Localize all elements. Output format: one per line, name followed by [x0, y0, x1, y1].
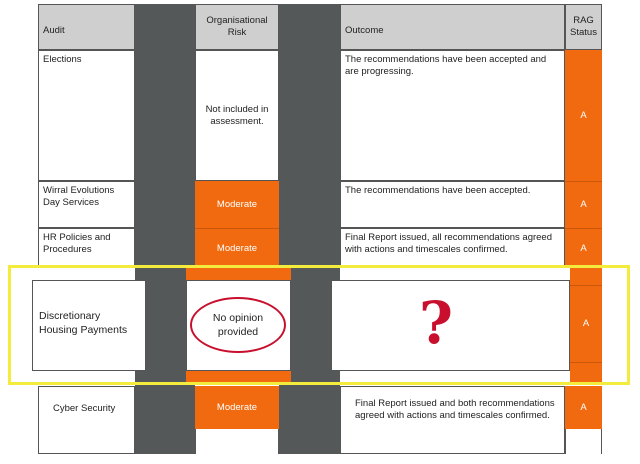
grey-column-1 — [135, 4, 195, 454]
row-dhp-rag: A — [570, 286, 602, 362]
header-organisational-risk: Organisational Risk — [195, 4, 279, 50]
row-cyber-audit: Cyber Security — [38, 386, 135, 454]
row-elections-audit: Elections — [38, 50, 135, 181]
header-outcome: Outcome — [340, 4, 565, 50]
row-cyber-risk: Moderate — [195, 386, 279, 429]
row-dhp-risk: No opinion provided — [212, 312, 264, 338]
inserted-orange-top — [186, 268, 291, 280]
row-wirral-rag: A — [565, 181, 602, 228]
inserted-grey-column-2 — [291, 268, 331, 384]
inserted-orange-bottom — [186, 370, 291, 384]
inserted-grey-column-1 — [146, 268, 186, 384]
grey-column-2 — [279, 4, 340, 454]
header-rag-status: RAG Status — [565, 4, 602, 50]
row-hr-rag: A — [565, 228, 602, 268]
header-audit: Audit — [38, 4, 135, 50]
row-cyber-outcome: Final Report issued and both recommendations agreed with actions and timescales confirmed. — [340, 386, 565, 454]
row-elections-rag: A — [565, 50, 602, 181]
row-cyber-rag-lower — [565, 429, 602, 454]
row-wirral-outcome: The recommendations have been accepted. — [340, 181, 565, 228]
row-dhp-audit: Discretionary Housing Payments — [32, 280, 146, 371]
row-elections-risk: Not included in assessment. — [195, 50, 279, 181]
row-dhp-rag-top — [570, 268, 602, 286]
row-hr-audit: HR Policies and Procedures — [38, 228, 135, 268]
row-hr-outcome: Final Report issued, all recommendations agreed with actions and timescales confirmed. — [340, 228, 565, 268]
question-mark-annotation: ? — [419, 289, 453, 357]
row-hr-risk: Moderate — [195, 228, 279, 268]
row-elections-outcome: The recommendations have been accepted and are progressing. — [340, 50, 565, 181]
row-dhp-rag-bottom — [570, 362, 602, 384]
row-cyber-rag: A — [565, 386, 602, 429]
row-cyber-risk-lower — [195, 429, 279, 454]
row-wirral-risk: Moderate — [195, 181, 279, 228]
row-wirral-audit: Wirral Evolutions Day Services — [38, 181, 135, 228]
